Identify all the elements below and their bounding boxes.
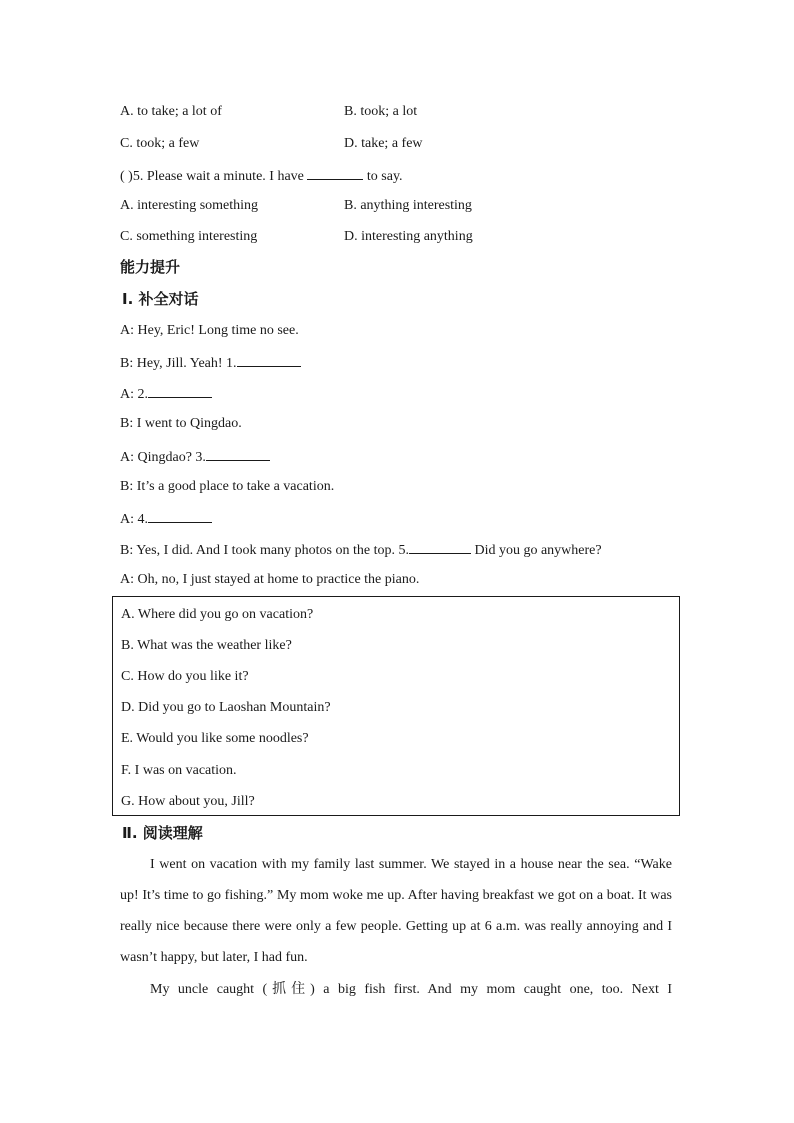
dialogue-line-7 [120,509,212,529]
section-ability-heading: 能力提升 [120,258,181,276]
q5-option-b: B. anything interesting [344,198,472,213]
dialogue-line-8-tail: Did you go anywhere? [470,543,602,558]
question-5-prefix: ( )5. Please wait a minute. I have [120,169,308,184]
q4-option-b: B. took; a lot [344,104,418,119]
section-1-heading: Ⅰ. 补全对话 [122,290,199,308]
section-2-heading: Ⅱ. 阅读理解 [122,824,203,842]
choice-b: B. What was the weather like? [121,638,292,653]
blank-3[interactable] [206,447,270,461]
q5-option-d: D. interesting anything [344,229,473,244]
choice-d: D. Did you go to Laoshan Mountain? [121,700,331,715]
blank-1[interactable] [237,353,301,367]
dialogue-line-8 [120,540,602,560]
question-5-suffix: to say. [363,169,403,184]
choice-c: C. How do you like it? [121,669,249,684]
choices-box [112,596,680,816]
q5-option-c: C. something interesting [120,229,258,244]
dialogue-line-5 [120,447,270,467]
dialogue-line-8-text: B: Yes, I did. And I took many photos on the top. 5. [120,543,409,558]
q5-option-a: A. interesting something [120,198,259,213]
choice-a: A. Where did you go on vacation? [121,607,314,622]
choice-e: E. Would you like some noodles? [121,731,309,746]
q4-option-d: D. take; a few [344,136,423,151]
dialogue-line-6: B: It’s a good place to take a vacation. [120,479,335,494]
reading-paragraph-2 [120,974,672,1005]
blank-5[interactable] [409,540,471,554]
q4-option-a: A. to take; a lot of [120,104,222,119]
choice-f: F. I was on vacation. [121,763,237,778]
dialogue-line-2 [120,353,301,373]
dialogue-line-1: A: Hey, Eric! Long time no see. [120,323,299,338]
dialogue-line-5-text: A: Qingdao? 3. [120,450,206,465]
dialogue-line-7-text: A: 4. [120,512,148,527]
dialogue-line-3-text: A: 2. [120,387,148,402]
blank-4[interactable] [148,509,212,523]
reading-paragraph-1 [120,849,672,973]
choice-g: G. How about you, Jill? [121,794,255,809]
question-5 [120,166,403,186]
dialogue-line-3 [120,384,212,404]
dialogue-line-9: A: Oh, no, I just stayed at home to practice the piano. [120,572,420,587]
dialogue-line-2-text: B: Hey, Jill. Yeah! 1. [120,356,237,371]
dialogue-line-4: B: I went to Qingdao. [120,416,242,431]
reading-paragraph-1-text: I went on vacation with my family last summer. We stayed in a house near the sea. “Wake up! It’s time to go fishing.” My mom woke me up. After having breakfast we got on a boat. It was really nice because there were only a few people. Getting up at 6 a.m. was really annoying and I wasn’t happy, but later, I had fun. [120,857,672,965]
q4-option-c: C. took; a few [120,136,200,151]
question-5-blank[interactable] [307,166,363,180]
reading-paragraph-2-text: My uncle caught (抓住) a big fish first. And my mom caught one, too. Next I [150,982,672,997]
blank-2[interactable] [148,384,212,398]
